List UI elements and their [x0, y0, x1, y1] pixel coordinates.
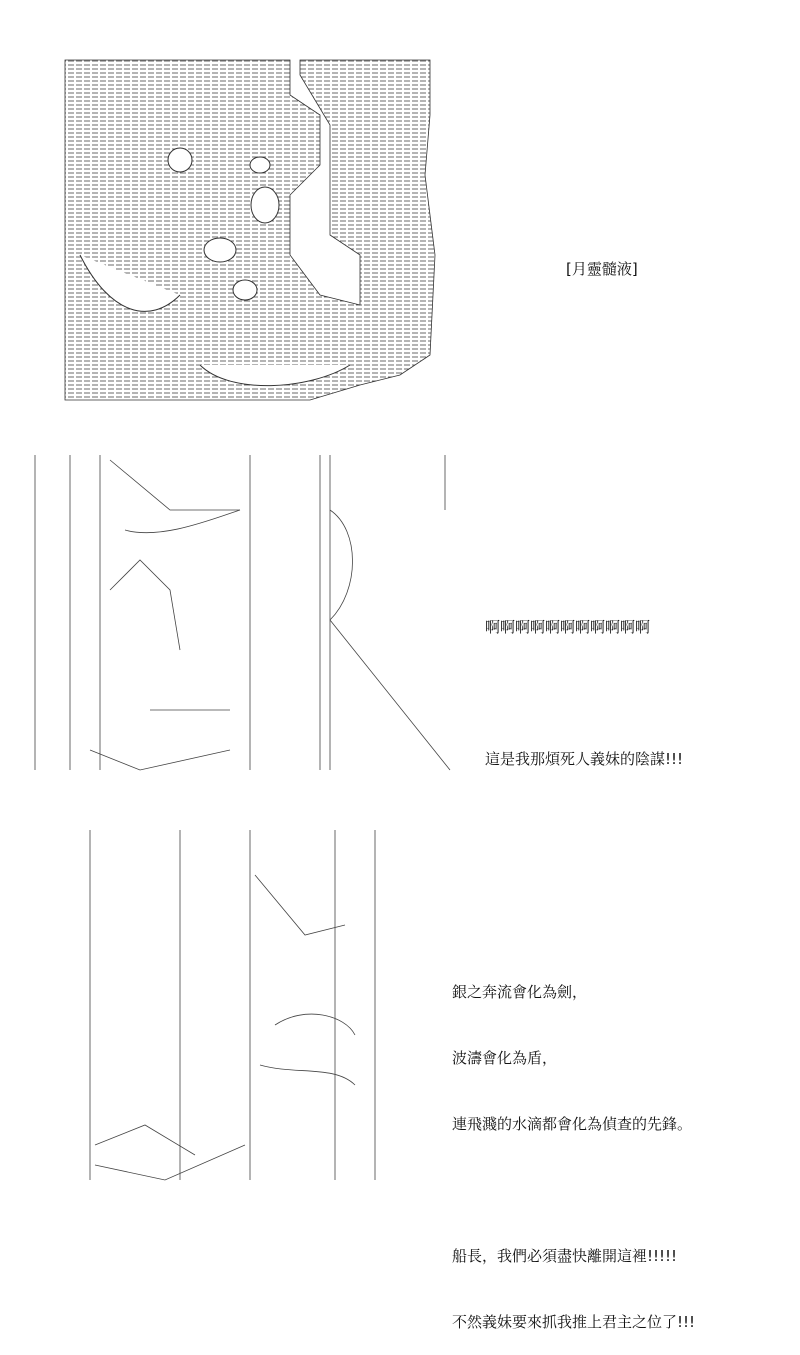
mercury-liquid-art — [60, 55, 440, 410]
caption-line: 這是我那煩死人義妹的陰謀!!! — [485, 750, 684, 768]
panel-2-ascii-art — [30, 450, 490, 780]
panel-3-ascii-art — [85, 825, 405, 1185]
caption-line: 銀之奔流會化為劍， — [452, 983, 588, 1001]
panel-1-caption — [566, 214, 638, 302]
caption-line — [452, 1179, 695, 1201]
panel-2-caption — [485, 572, 683, 792]
panel-3-caption — [452, 937, 695, 1355]
panel-1-ascii-art — [60, 55, 440, 410]
character-art — [85, 825, 405, 1185]
caption-line: 船長，我們必須盡快離開這裡!!!!! — [452, 1247, 678, 1265]
caption-line: 不然義妹要來抓我推上君主之位了!!! — [452, 1313, 696, 1331]
caption-line — [485, 682, 683, 704]
caption-line: 啊啊啊啊啊啊啊啊啊啊啊 — [485, 618, 651, 636]
caption-line: 波濤會化為盾， — [452, 1049, 558, 1067]
caption-line: 連飛濺的水滴都會化為偵查的先鋒。 — [452, 1115, 693, 1133]
caption-line: [月靈髓液] — [566, 260, 638, 278]
character-art — [30, 450, 490, 780]
